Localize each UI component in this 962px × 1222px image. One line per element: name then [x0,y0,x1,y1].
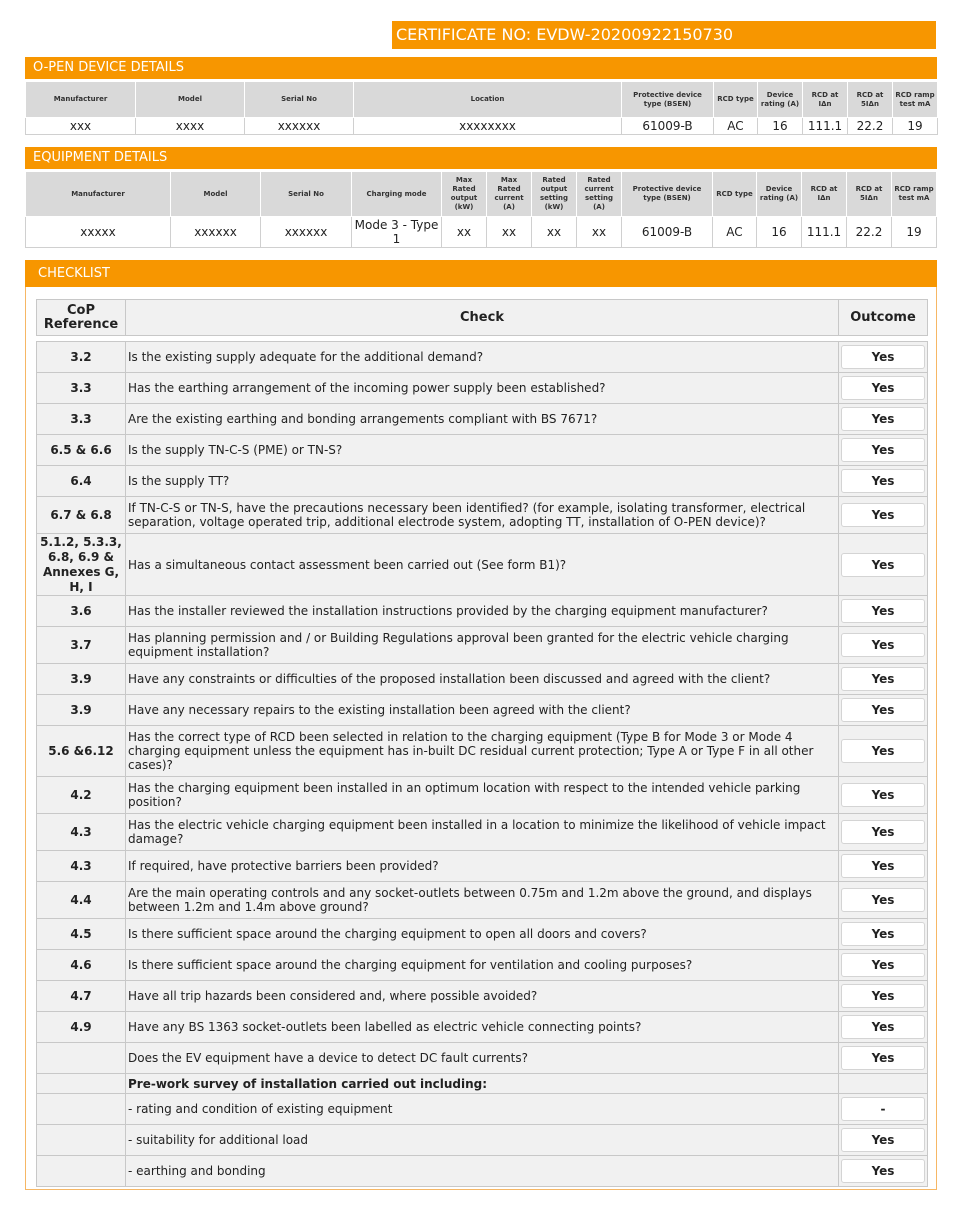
check-question: Has the electric vehicle charging equipment been installed in a location to minimize the likelihood of vehicle impact damage? [126,814,839,851]
outcome-value[interactable]: - [841,1097,925,1121]
equipment-section-title: EQUIPMENT DETAILS [25,147,937,169]
outcome-cell [839,466,928,497]
outcome-value[interactable]: Yes [841,854,925,878]
equip-cell-rcd-type: AC [713,217,757,248]
cop-reference: 3.9 [37,695,126,726]
outcome-cell [839,435,928,466]
checklist-row [37,373,928,404]
open-header-rcd-type: RCD type [714,82,758,118]
check-question: Have any necessary repairs to the existing installation been agreed with the client? [126,695,839,726]
checklist-section-title: CHECKLIST [25,260,937,287]
equip-cell-rcd-ramp: 19 [892,217,937,248]
equip-header-max-current: Max Rated current (A) [487,172,532,217]
prework-item: - earthing and bonding [126,1156,839,1187]
outcome-value[interactable]: Yes [841,469,925,493]
outcome-value[interactable]: Yes [841,783,925,807]
equip-cell-rcd-in: 111.1 [802,217,847,248]
equip-cell-output-setting: xx [532,217,577,248]
open-device-table [25,81,938,135]
check-question: Has the installer reviewed the installation instructions provided by the charging equipment manufacturer? [126,596,839,627]
outcome-cell [839,534,928,596]
check-question: Is the supply TT? [126,466,839,497]
outcome-value[interactable]: Yes [841,820,925,844]
cop-reference: 3.7 [37,627,126,664]
check-question: Have any BS 1363 socket-outlets been labelled as electric vehicle connecting points? [126,1012,839,1043]
open-header-manufacturer: Manufacturer [26,82,136,118]
cop-reference: 3.3 [37,373,126,404]
outcome-value[interactable]: Yes [841,1015,925,1039]
cop-reference: 5.1.2, 5.3.3, 6.8, 6.9 & Annexes G, H, I [37,534,126,596]
prework-heading-outcome [839,1074,928,1094]
outcome-value[interactable]: Yes [841,407,925,431]
check-question: Are the main operating controls and any socket-outlets between 0.75m and 1.2m above the ground, and displays between 1.2m and 1.4m above ground? [126,882,839,919]
outcome-value[interactable]: Yes [841,599,925,623]
open-cell-location: xxxxxxxx [354,118,622,135]
check-question: Is the existing supply adequate for the additional demand? [126,342,839,373]
outcome-cell [839,1012,928,1043]
check-question: If TN-C-S or TN-S, have the precautions necessary been identified? (for example, isolating transformer, electrical separation, voltage operated trip, additional electrode system, adopting TT, installation of O-PEN device)? [126,497,839,534]
checklist-row [37,1012,928,1043]
outcome-value[interactable]: Yes [841,1128,925,1152]
outcome-value[interactable]: Yes [841,1046,925,1070]
checklist-row [37,534,928,596]
checklist-row [37,726,928,777]
outcome-cell [839,695,928,726]
cop-reference: 4.6 [37,950,126,981]
prework-ref [37,1156,126,1187]
equip-cell-device-rating: 16 [757,217,802,248]
checklist-row [37,342,928,373]
check-question: Have all trip hazards been considered and, where possible avoided? [126,981,839,1012]
cop-reference: 5.6 &6.12 [37,726,126,777]
checklist-row [37,882,928,919]
check-question: Are the existing earthing and bonding arrangements compliant with BS 7671? [126,404,839,435]
cop-reference: 4.4 [37,882,126,919]
checklist-row [37,814,928,851]
equip-cell-charging-mode: Mode 3 - Type 1 [352,217,442,248]
outcome-value[interactable]: Yes [841,739,925,763]
open-cell-protective-device: 61009-B [622,118,714,135]
check-question: Does the EV equipment have a device to detect DC fault currents? [126,1043,839,1074]
checklist-header-ref: CoP Reference [37,300,126,336]
equip-cell-serial: xxxxxx [261,217,352,248]
equip-cell-model: xxxxxx [171,217,261,248]
cop-reference: 3.9 [37,664,126,695]
equip-header-rcd-ramp: RCD ramp test mA [892,172,937,217]
equip-header-max-output: Max Rated output (kW) [442,172,487,217]
equip-header-current-setting: Rated current setting (A) [577,172,622,217]
equipment-table [25,171,937,248]
certificate-number: CERTIFICATE NO: EVDW-20200922150730 [392,21,936,49]
outcome-value[interactable]: Yes [841,345,925,369]
checklist-row [37,777,928,814]
checklist-row [37,1043,928,1074]
check-question: Is the supply TN-C-S (PME) or TN-S? [126,435,839,466]
outcome-value[interactable]: Yes [841,953,925,977]
open-cell-model: xxxx [136,118,245,135]
outcome-value[interactable]: Yes [841,698,925,722]
prework-row [37,1125,928,1156]
checklist-row [37,950,928,981]
open-cell-serial: xxxxxx [245,118,354,135]
prework-ref [37,1125,126,1156]
cop-reference: 4.9 [37,1012,126,1043]
outcome-cell [839,950,928,981]
prework-item: - suitability for additional load [126,1125,839,1156]
equip-header-rcd-type: RCD type [713,172,757,217]
checklist-row [37,664,928,695]
equip-header-device-rating: Device rating (A) [757,172,802,217]
equip-header-rcd-in: RCD at IΔn [802,172,847,217]
prework-item: - rating and condition of existing equipment [126,1094,839,1125]
open-header-device-rating: Device rating (A) [758,82,803,118]
open-header-location: Location [354,82,622,118]
equip-header-output-setting: Rated output setting (kW) [532,172,577,217]
checklist-row [37,981,928,1012]
cop-reference: 3.6 [37,596,126,627]
outcome-cell [839,851,928,882]
checklist-body [37,336,928,1187]
outcome-cell [839,497,928,534]
checklist-row [37,596,928,627]
checklist-row [37,497,928,534]
equip-cell-current-setting: xx [577,217,622,248]
open-header-rcd-ramp: RCD ramp test mA [893,82,938,118]
open-header-serial: Serial No [245,82,354,118]
checklist-row [37,435,928,466]
outcome-cell [839,777,928,814]
prework-heading: Pre-work survey of installation carried out including: [126,1074,839,1094]
outcome-cell [839,342,928,373]
cop-reference: 3.2 [37,342,126,373]
open-device-section-title: O-PEN DEVICE DETAILS [25,57,937,79]
cop-reference: 6.4 [37,466,126,497]
outcome-value[interactable]: Yes [841,1159,925,1183]
cop-reference: 4.5 [37,919,126,950]
cop-reference [37,1043,126,1074]
check-question: Is there sufficient space around the charging equipment for ventilation and cooling purposes? [126,950,839,981]
cop-reference: 4.2 [37,777,126,814]
cop-reference: 4.3 [37,851,126,882]
check-question: Has the correct type of RCD been selected in relation to the charging equipment (Type B for Mode 3 or Mode 4 charging equipment unless the equipment has in-built DC residual current protection; Type A or Type F in all other cases)? [126,726,839,777]
outcome-cell [839,373,928,404]
equip-cell-max-current: xx [487,217,532,248]
outcome-cell [839,1043,928,1074]
outcome-value[interactable]: Yes [841,553,925,577]
outcome-value[interactable]: Yes [841,503,925,527]
open-cell-rcd-type: AC [714,118,758,135]
checklist-row [37,851,928,882]
equip-header-manufacturer: Manufacturer [26,172,171,217]
open-header-rcd-in: RCD at IΔn [803,82,848,118]
equip-cell-manufacturer: xxxxx [26,217,171,248]
outcome-cell [839,882,928,919]
outcome-cell [839,596,928,627]
equip-cell-protective-device: 61009-B [622,217,713,248]
open-cell-device-rating: 16 [758,118,803,135]
equip-header-model: Model [171,172,261,217]
prework-heading-row [37,1074,928,1094]
outcome-cell [839,664,928,695]
equip-header-charging-mode: Charging mode [352,172,442,217]
checklist-row [37,404,928,435]
check-question: Has the charging equipment been installed in an optimum location with respect to the intended vehicle parking position? [126,777,839,814]
cop-reference: 4.7 [37,981,126,1012]
open-cell-rcd-5in: 22.2 [848,118,893,135]
open-header-model: Model [136,82,245,118]
checklist-header-outcome: Outcome [839,300,928,336]
outcome-cell [839,1156,928,1187]
equip-cell-rcd-5in: 22.2 [847,217,892,248]
outcome-cell [839,404,928,435]
outcome-value[interactable]: Yes [841,438,925,462]
check-question: Has a simultaneous contact assessment been carried out (See form B1)? [126,534,839,596]
check-question: Has planning permission and / or Building Regulations approval been granted for the electric vehicle charging equipment installation? [126,627,839,664]
outcome-cell [839,627,928,664]
outcome-cell [839,1094,928,1125]
outcome-cell [839,981,928,1012]
check-question: If required, have protective barriers been provided? [126,851,839,882]
check-question: Has the earthing arrangement of the incoming power supply been established? [126,373,839,404]
equip-cell-max-output: xx [442,217,487,248]
outcome-cell [839,814,928,851]
outcome-cell [839,726,928,777]
checklist-row [37,695,928,726]
check-question: Is there sufficient space around the charging equipment to open all doors and covers? [126,919,839,950]
checklist-table [36,299,928,1187]
equip-header-protective-device: Protective device type (BSEN) [622,172,713,217]
check-question: Have any constraints or difficulties of the proposed installation been discussed and agreed with the client? [126,664,839,695]
open-cell-manufacturer: xxx [26,118,136,135]
checklist-row [37,919,928,950]
open-cell-rcd-ramp: 19 [893,118,938,135]
outcome-value[interactable]: Yes [841,922,925,946]
cop-reference: 4.3 [37,814,126,851]
open-header-protective-device: Protective device type (BSEN) [622,82,714,118]
equip-header-rcd-5in: RCD at 5IΔn [847,172,892,217]
open-header-rcd-5in: RCD at 5IΔn [848,82,893,118]
equip-header-serial: Serial No [261,172,352,217]
cop-reference: 6.5 & 6.6 [37,435,126,466]
prework-ref [37,1094,126,1125]
outcome-value[interactable]: Yes [841,376,925,400]
checklist-row [37,627,928,664]
outcome-value[interactable]: Yes [841,984,925,1008]
outcome-value[interactable]: Yes [841,667,925,691]
cop-reference: 6.7 & 6.8 [37,497,126,534]
prework-row [37,1156,928,1187]
outcome-value[interactable]: Yes [841,888,925,912]
outcome-value[interactable]: Yes [841,633,925,657]
prework-row [37,1094,928,1125]
outcome-cell [839,919,928,950]
cop-reference: 3.3 [37,404,126,435]
open-cell-rcd-in: 111.1 [803,118,848,135]
prework-ref [37,1074,126,1094]
checklist-header-check: Check [126,300,839,336]
checklist-row [37,466,928,497]
outcome-cell [839,1125,928,1156]
